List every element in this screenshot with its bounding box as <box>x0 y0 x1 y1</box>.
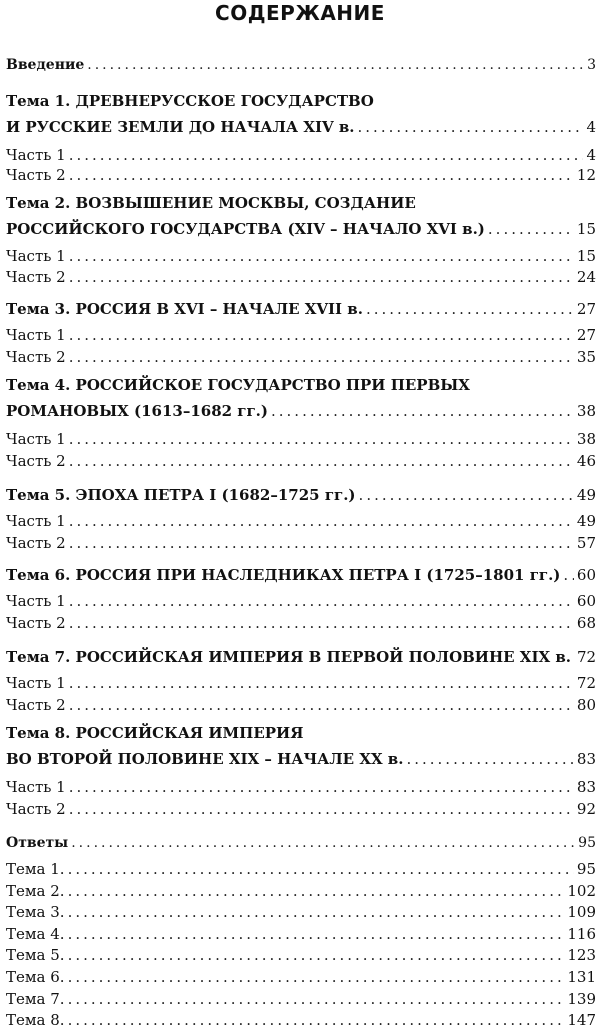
toc-answers-topic-4-page-number: 116 <box>567 924 596 943</box>
dot-leader <box>69 592 574 610</box>
toc-topic-6-part-1[interactable] <box>6 588 596 610</box>
toc-topic-4-heading[interactable] <box>6 398 596 420</box>
dot-leader <box>68 882 565 900</box>
toc-topic-6-heading-page-number: 60 <box>576 566 596 584</box>
dot-leader <box>68 968 565 986</box>
dot-leader <box>69 348 574 366</box>
toc-topic-5-part-2-label: Часть 2 <box>6 534 66 552</box>
dot-leader <box>69 674 574 692</box>
toc-answers-topic-8-page-number: 147 <box>567 1011 596 1030</box>
toc-entry-intro-page-number: 3 <box>587 57 596 73</box>
toc-answers-topic-1-label: Тема 1. <box>6 860 65 878</box>
toc-topic-3-part-2-page-number: 35 <box>576 348 596 366</box>
toc-topic-7-part-1-label: Часть 1 <box>6 674 66 692</box>
toc-topic-4-part-1[interactable] <box>6 426 596 448</box>
dot-leader <box>87 56 584 74</box>
toc-topic-3-part-1-page-number: 27 <box>576 326 596 344</box>
toc-answers-topic-8[interactable] <box>6 1007 596 1029</box>
toc-topic-2-part-2[interactable] <box>6 264 596 286</box>
toc-topic-7-heading-label: Тема 7. РОССИЙСКАЯ ИМПЕРИЯ В ПЕРВОЙ ПОЛОВИНЕ XIX в. <box>6 648 571 666</box>
toc-topic-1-part-1-page-number: 4 <box>586 146 596 164</box>
dot-leader <box>68 860 574 878</box>
toc-answers-topic-2-page-number: 102 <box>567 881 596 900</box>
toc-topic-2-part-1-label: Часть 1 <box>6 247 66 265</box>
dot-leader <box>69 534 574 552</box>
toc-topic-5-part-1-label: Часть 1 <box>6 512 66 530</box>
toc-topic-2-heading-page-number: 15 <box>576 220 596 238</box>
dot-leader <box>69 778 574 796</box>
toc-answers-topic-3-label: Тема 3. <box>6 903 65 922</box>
toc-answers-topic-6-label: Тема 6. <box>6 968 65 986</box>
toc-answers-topic-2[interactable] <box>6 878 596 900</box>
dot-leader <box>69 452 574 470</box>
toc-topic-4-heading-line1[interactable] <box>6 376 596 398</box>
toc-topic-8-part-2[interactable] <box>6 796 596 818</box>
dot-leader <box>563 566 573 584</box>
page-title: СОДЕРЖАНИЕ <box>215 1 385 25</box>
toc-answers-topic-3-page-number: 109 <box>567 903 596 922</box>
dot-leader <box>69 326 574 344</box>
toc-topic-1-part-1[interactable] <box>6 142 596 164</box>
toc-entry-answers-page-number: 95 <box>578 835 596 851</box>
toc-answers-topic-6-page-number: 131 <box>567 968 596 986</box>
toc-answers-topic-5-label: Тема 5. <box>6 946 65 965</box>
toc-topic-2-part-1[interactable] <box>6 243 596 265</box>
toc-topic-6-heading-label: Тема 6. РОССИЯ ПРИ НАСЛЕДНИКАХ ПЕТРА I (1725–1801 гг.) <box>6 566 561 584</box>
toc-answers-topic-4[interactable] <box>6 921 596 943</box>
toc-answers-topic-7[interactable] <box>6 986 596 1008</box>
toc-topic-2-part-2-page-number: 24 <box>576 268 596 286</box>
toc-topic-7-part-1-page-number: 72 <box>576 674 596 692</box>
dot-leader <box>359 486 574 504</box>
toc-answers-topic-8-label: Тема 8. <box>6 1011 65 1030</box>
toc-topic-6-part-1-label: Часть 1 <box>6 592 66 610</box>
toc-entry-answers[interactable] <box>6 830 596 852</box>
toc-entry-answers-label: Ответы <box>6 835 69 851</box>
toc-topic-5-part-1-page-number: 49 <box>576 512 596 530</box>
toc-topic-4-part-2[interactable] <box>6 448 596 470</box>
toc-topic-6-part-2[interactable] <box>6 610 596 632</box>
toc-topic-8-part-1-label: Часть 1 <box>6 778 66 796</box>
toc-topic-2-heading-line1[interactable] <box>6 194 596 216</box>
toc-topic-8-heading-label: ВО ВТОРОЙ ПОЛОВИНЕ XIX – НАЧАЛЕ XX в. <box>6 750 404 768</box>
dot-leader <box>366 300 574 318</box>
toc-topic-6-part-2-page-number: 68 <box>576 614 596 632</box>
dot-leader <box>69 800 574 818</box>
dot-leader <box>271 402 574 420</box>
toc-answers-topic-7-label: Тема 7. <box>6 989 65 1008</box>
toc-topic-1-heading-label: И РУССКИЕ ЗЕМЛИ ДО НАЧАЛА XIV в. <box>6 118 355 136</box>
toc-topic-1-heading-line1-label: Тема 1. ДРЕВНЕРУССКОЕ ГОСУДАРСТВО <box>6 92 374 110</box>
dot-leader <box>69 614 574 632</box>
toc-answers-topic-6[interactable] <box>6 964 596 986</box>
dot-leader <box>71 834 575 852</box>
toc-topic-2-heading-line1-label: Тема 2. ВОЗВЫШЕНИЕ МОСКВЫ, СОЗДАНИЕ <box>6 194 416 212</box>
toc-topic-8-heading-page-number: 83 <box>576 750 596 768</box>
toc-answers-topic-1-page-number: 95 <box>576 860 596 878</box>
toc-topic-7-part-2[interactable] <box>6 692 596 714</box>
toc-topic-3-part-1[interactable] <box>6 322 596 344</box>
toc-topic-8-part-1[interactable] <box>6 774 596 796</box>
dot-leader <box>488 220 574 238</box>
dot-leader <box>68 946 565 964</box>
dot-leader <box>68 925 565 943</box>
dot-leader <box>406 750 573 768</box>
toc-topic-1-heading-page-number: 4 <box>586 118 596 136</box>
toc-topic-7-part-2-page-number: 80 <box>576 696 596 714</box>
toc-topic-8-part-2-page-number: 92 <box>576 800 596 818</box>
toc-topic-3-part-2-label: Часть 2 <box>6 348 66 366</box>
dot-leader <box>69 696 574 714</box>
toc-topic-6-part-2-label: Часть 2 <box>6 614 66 632</box>
toc-topic-1-heading[interactable] <box>6 114 596 136</box>
toc-topic-4-part-2-label: Часть 2 <box>6 452 66 470</box>
dot-leader <box>68 990 565 1008</box>
toc-answers-topic-5[interactable] <box>6 942 596 964</box>
toc-topic-2-heading-label: РОССИЙСКОГО ГОСУДАРСТВА (XIV – НАЧАЛО XVI в.) <box>6 220 485 238</box>
toc-topic-1-part-2-label: Часть 2 <box>6 166 66 184</box>
toc-topic-5-heading-label: Тема 5. ЭПОХА ПЕТРА I (1682–1725 гг.) <box>6 486 356 504</box>
toc-entry-intro[interactable] <box>6 52 596 74</box>
toc-topic-7-heading-page-number: 72 <box>576 648 597 666</box>
toc-topic-6-heading[interactable] <box>6 562 596 584</box>
dot-leader <box>68 1011 565 1029</box>
toc-topic-1-heading-line1[interactable] <box>6 92 596 114</box>
toc-topic-4-part-1-page-number: 38 <box>576 430 596 448</box>
toc-topic-3-heading-page-number: 27 <box>576 300 596 318</box>
toc-topic-1-part-2[interactable] <box>6 162 596 184</box>
toc-topic-6-part-1-page-number: 60 <box>576 592 596 610</box>
toc-topic-3-part-2[interactable] <box>6 344 596 366</box>
toc-topic-1-part-1-label: Часть 1 <box>6 146 66 164</box>
toc-entry-intro-label: Введение <box>6 57 85 73</box>
toc-topic-5-part-2-page-number: 57 <box>576 534 596 552</box>
dot-leader <box>69 268 574 286</box>
toc-answers-topic-7-page-number: 139 <box>567 989 596 1008</box>
toc-answers-topic-4-label: Тема 4. <box>6 924 65 943</box>
toc-topic-8-heading[interactable] <box>6 746 596 768</box>
toc-topic-8-heading-line1-label: Тема 8. РОССИЙСКАЯ ИМПЕРИЯ <box>6 724 304 742</box>
toc-topic-7-heading[interactable] <box>6 644 596 666</box>
toc-topic-3-part-1-label: Часть 1 <box>6 326 66 344</box>
toc-topic-7-part-1[interactable] <box>6 670 596 692</box>
toc-answers-topic-5-page-number: 123 <box>567 946 596 965</box>
toc-answers-topic-1[interactable] <box>6 856 596 878</box>
toc-topic-8-heading-line1[interactable] <box>6 724 596 746</box>
toc-topic-8-part-1-page-number: 83 <box>576 778 596 796</box>
dot-leader <box>69 512 574 530</box>
dot-leader <box>358 118 584 136</box>
toc-topic-7-part-2-label: Часть 2 <box>6 696 66 714</box>
toc-topic-4-heading-page-number: 38 <box>576 402 596 420</box>
toc-topic-4-part-1-label: Часть 1 <box>6 430 66 448</box>
toc-topic-8-part-2-label: Часть 2 <box>6 800 66 818</box>
dot-leader <box>68 903 565 921</box>
toc-topic-2-heading[interactable] <box>6 216 596 238</box>
dot-leader <box>69 430 574 448</box>
toc-topic-3-heading-label: Тема 3. РОССИЯ В XVI – НАЧАЛЕ XVII в. <box>6 300 363 318</box>
toc-topic-4-heading-line1-label: Тема 4. РОССИЙСКОЕ ГОСУДАРСТВО ПРИ ПЕРВЫХ <box>6 376 470 394</box>
toc-answers-topic-2-label: Тема 2. <box>6 881 65 900</box>
toc-topic-1-part-2-page-number: 12 <box>576 166 596 184</box>
toc-topic-2-part-1-page-number: 15 <box>576 247 596 265</box>
toc-topic-3-heading[interactable] <box>6 296 596 318</box>
toc-topic-5-part-1[interactable] <box>6 508 596 530</box>
toc-topic-5-part-2[interactable] <box>6 530 596 552</box>
toc-topic-4-part-2-page-number: 46 <box>576 452 596 470</box>
toc-answers-topic-3[interactable] <box>6 899 596 921</box>
toc-topic-5-heading[interactable] <box>6 482 596 504</box>
dot-leader <box>69 247 574 265</box>
toc-topic-5-heading-page-number: 49 <box>576 486 596 504</box>
toc-topic-2-part-2-label: Часть 2 <box>6 268 66 286</box>
toc-topic-4-heading-label: РОМАНОВЫХ (1613–1682 гг.) <box>6 402 268 420</box>
dot-leader <box>69 166 574 184</box>
